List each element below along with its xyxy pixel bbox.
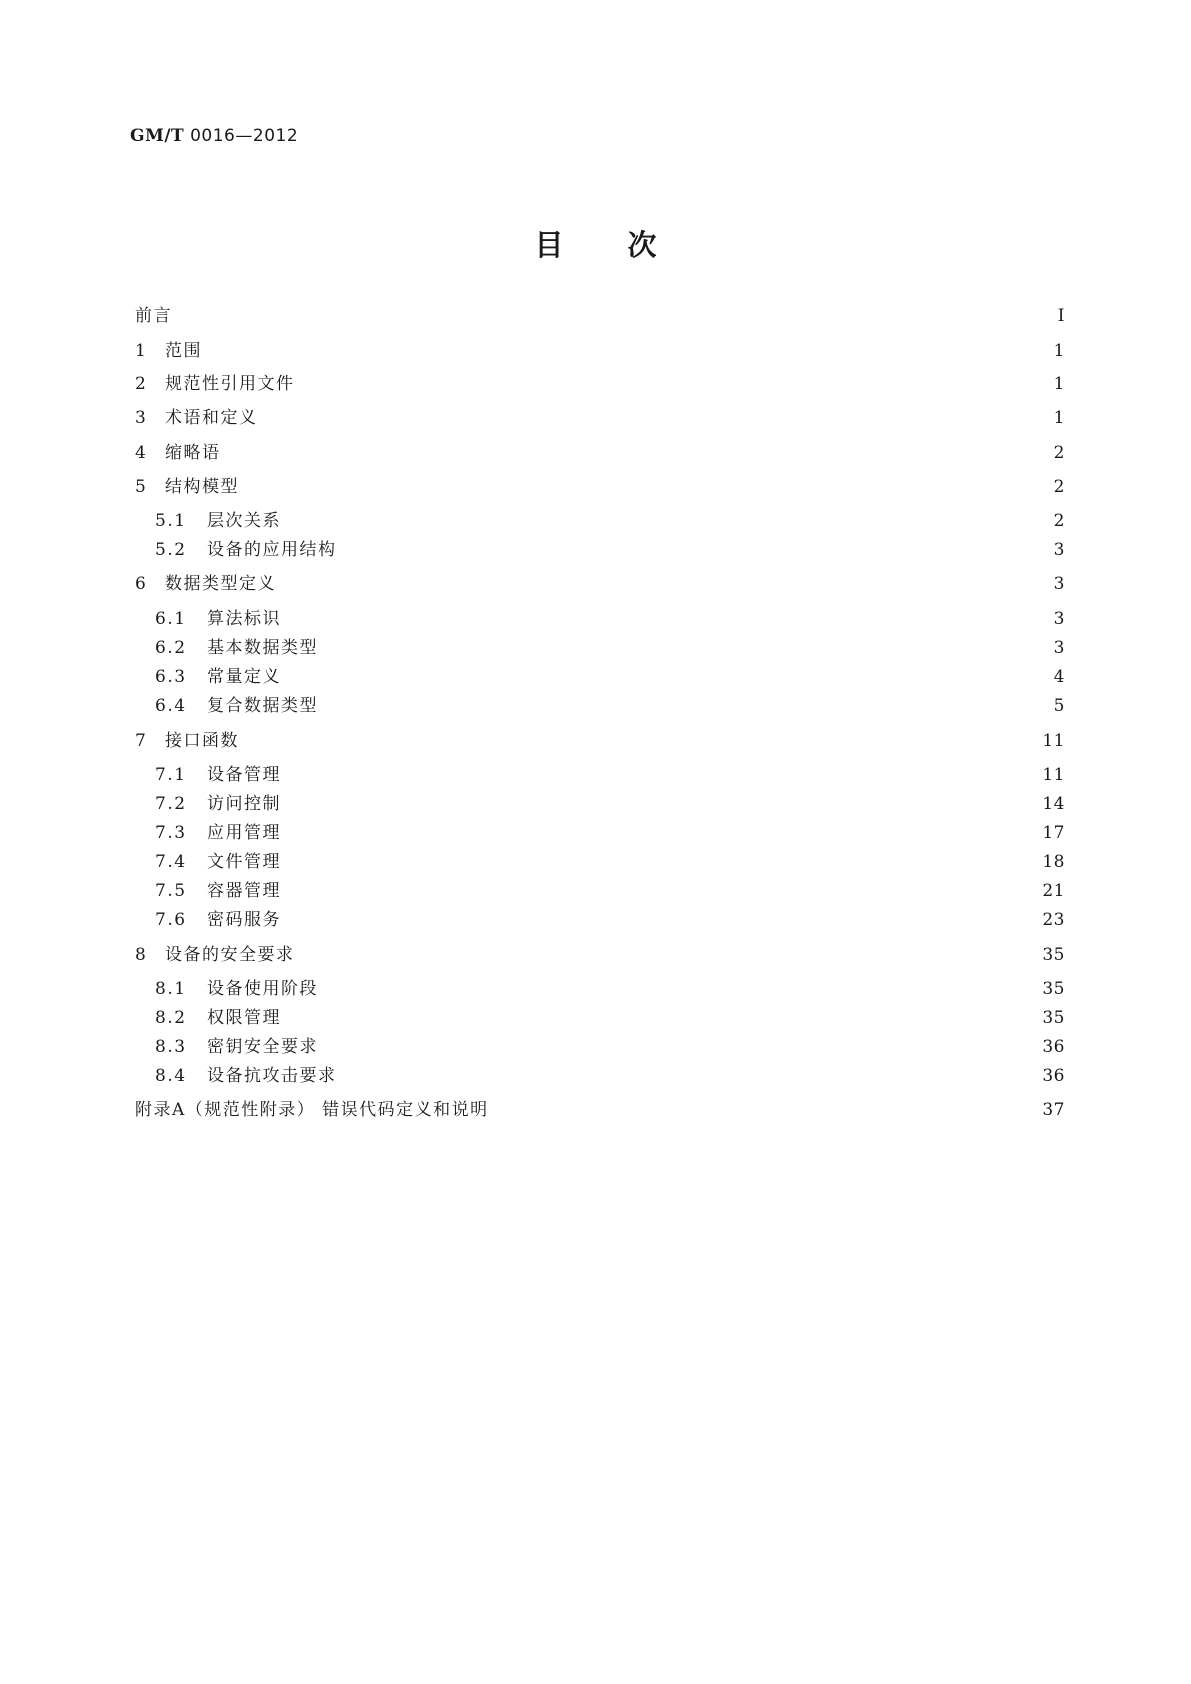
toc-subentry[interactable]	[155, 879, 1065, 903]
toc-entry-number: 7.5	[155, 881, 187, 901]
toc-leader	[245, 729, 1034, 753]
toc-subentry[interactable]	[155, 850, 1065, 874]
toc-leader	[343, 538, 1044, 562]
toc-leader	[245, 475, 1043, 499]
toc-leader	[287, 879, 1034, 903]
toc-leader	[178, 304, 1043, 328]
toc-leader	[227, 441, 1044, 465]
toc-entry-label: 设备的安全要求	[165, 945, 295, 965]
toc-subentry[interactable]	[155, 607, 1065, 631]
toc-entry-page: 1	[1053, 341, 1065, 361]
toc-entry-number: 8.3	[155, 1037, 187, 1057]
toc-subentry[interactable]	[155, 1006, 1065, 1030]
toc-entry[interactable]	[135, 475, 1065, 499]
toc-entry-number: 7.3	[155, 823, 187, 843]
toc-entry-page: 3	[1053, 609, 1065, 629]
toc-entry-number: 6.2	[155, 638, 187, 658]
toc-entry-label: 规范性引用文件	[165, 374, 295, 394]
toc-entry-number: 8.1	[155, 979, 187, 999]
toc-entry-label: 密码服务	[207, 910, 281, 930]
toc-entry-number: 5	[135, 477, 148, 497]
toc-title	[0, 223, 1191, 264]
toc-leader	[343, 1064, 1035, 1088]
toc-entry-page: 1	[1053, 408, 1065, 428]
toc-entry-number: 7.2	[155, 794, 187, 814]
toc-leader	[324, 977, 1034, 1001]
toc-entry-foreword[interactable]	[135, 304, 1065, 328]
toc-entry[interactable]	[135, 572, 1065, 596]
toc-leader	[495, 1098, 1035, 1122]
toc-leader	[287, 821, 1034, 845]
toc-entry-label: 常量定义	[207, 667, 281, 687]
toc-entry-page: 1	[1053, 374, 1065, 394]
toc-entry-page: 14	[1042, 794, 1065, 814]
toc-subentry[interactable]	[155, 821, 1065, 845]
toc-entry-page: 2	[1053, 511, 1065, 531]
toc-leader	[282, 572, 1043, 596]
toc-entry[interactable]	[135, 372, 1065, 396]
toc-entry-label: 附录A（规范性附录） 错误代码定义和说明	[135, 1100, 489, 1120]
toc-entry[interactable]	[135, 339, 1065, 363]
toc-entry-appendix-a[interactable]	[135, 1098, 1065, 1122]
toc-entry-page: 2	[1053, 443, 1065, 463]
document-code-prefix: GM/T	[130, 126, 185, 146]
toc-entry-number: 6.4	[155, 696, 187, 716]
toc-entry-number: 7.6	[155, 910, 187, 930]
toc-entry-number: 7	[135, 731, 148, 751]
toc-entry-label: 数据类型定义	[165, 574, 276, 594]
toc-entry-label: 设备使用阶段	[207, 979, 318, 999]
toc-entry-number: 8	[135, 945, 148, 965]
toc-leader	[287, 850, 1034, 874]
toc-entry-number: 1	[135, 341, 148, 361]
toc-entry-page: 3	[1053, 574, 1065, 594]
toc-entry-label: 应用管理	[207, 823, 281, 843]
toc-entry-number: 3	[135, 408, 148, 428]
toc-entry-page: 21	[1042, 881, 1065, 901]
toc-entry-page: 23	[1042, 910, 1065, 930]
toc-entry-page: 5	[1053, 696, 1065, 716]
toc-entry-number: 4	[135, 443, 148, 463]
toc-subentry[interactable]	[155, 1064, 1065, 1088]
toc-entry[interactable]	[135, 729, 1065, 753]
toc-entry-number: 8.4	[155, 1066, 187, 1086]
toc-leader	[287, 763, 1034, 787]
toc-leader	[287, 665, 1043, 689]
toc-leader	[208, 339, 1043, 363]
toc-subentry[interactable]	[155, 763, 1065, 787]
toc-entry-number: 2	[135, 374, 148, 394]
toc-leader	[287, 607, 1043, 631]
toc-subentry[interactable]	[155, 1035, 1065, 1059]
toc-entry-page: Ⅰ	[1057, 306, 1065, 326]
toc-entry-label: 设备管理	[207, 765, 281, 785]
toc-leader	[287, 792, 1034, 816]
document-code	[130, 126, 298, 146]
toc-entry-page: 18	[1042, 852, 1065, 872]
toc-entry-label: 设备抗攻击要求	[207, 1066, 337, 1086]
toc-entry-number: 5.1	[155, 511, 187, 531]
toc-entry-label: 访问控制	[207, 794, 281, 814]
toc-entry-page: 35	[1042, 979, 1065, 999]
toc-entry-number: 7.4	[155, 852, 187, 872]
toc-leader	[324, 636, 1043, 660]
toc-entry-page: 37	[1042, 1100, 1065, 1120]
toc-entry-label: 范围	[165, 341, 202, 361]
toc-entry-number: 8.2	[155, 1008, 187, 1028]
toc-leader	[287, 1006, 1034, 1030]
document-code-number: 0016—2012	[190, 126, 299, 146]
toc-entry-number: 6.1	[155, 609, 187, 629]
toc-entry-number: 6.3	[155, 667, 187, 687]
toc-entry-number: 7.1	[155, 765, 187, 785]
toc-leader	[324, 694, 1043, 718]
toc-entry-page: 3	[1053, 540, 1065, 560]
toc-entry-number: 5.2	[155, 540, 187, 560]
toc-leader	[301, 372, 1044, 396]
toc-leader	[287, 908, 1034, 932]
toc-entry-label: 权限管理	[207, 1008, 281, 1028]
toc-leader	[264, 406, 1044, 430]
toc-title-char-1: 目	[534, 228, 564, 262]
toc-entry-page: 35	[1042, 945, 1065, 965]
toc-entry-page: 11	[1042, 765, 1065, 785]
toc-entry-page: 11	[1042, 731, 1065, 751]
toc-entry-number: 6	[135, 574, 148, 594]
toc-entry-label: 复合数据类型	[207, 696, 318, 716]
toc-entry-page: 35	[1042, 1008, 1065, 1028]
toc-subentry[interactable]	[155, 977, 1065, 1001]
toc-entry-label: 前言	[135, 306, 172, 326]
toc-title-char-2: 次	[627, 228, 657, 262]
toc-subentry[interactable]	[155, 792, 1065, 816]
toc-entry-page: 36	[1042, 1037, 1065, 1057]
toc-entry-page: 36	[1042, 1066, 1065, 1086]
toc-entry-label: 算法标识	[207, 609, 281, 629]
toc-entry-label: 层次关系	[207, 511, 281, 531]
toc-entry-page: 2	[1053, 477, 1065, 497]
toc-leader	[301, 943, 1035, 967]
toc-entry[interactable]	[135, 406, 1065, 430]
toc-entry-label: 术语和定义	[165, 408, 258, 428]
toc-entry[interactable]	[135, 943, 1065, 967]
toc-entry-label: 密钥安全要求	[207, 1037, 318, 1057]
toc-subentry[interactable]	[155, 665, 1065, 689]
toc-subentry[interactable]	[155, 694, 1065, 718]
toc-subentry[interactable]	[155, 538, 1065, 562]
toc-entry-label: 结构模型	[165, 477, 239, 497]
toc-entry-label: 基本数据类型	[207, 638, 318, 658]
toc-leader	[287, 509, 1043, 533]
toc-entry-label: 容器管理	[207, 881, 281, 901]
toc-entry[interactable]	[135, 441, 1065, 465]
toc-entry-label: 设备的应用结构	[207, 540, 337, 560]
toc-entry-page: 3	[1053, 638, 1065, 658]
toc-entry-label: 接口函数	[165, 731, 239, 751]
toc-entry-page: 17	[1042, 823, 1065, 843]
toc-subentry[interactable]	[155, 509, 1065, 533]
toc-subentry[interactable]	[155, 908, 1065, 932]
toc-subentry[interactable]	[155, 636, 1065, 660]
toc-entry-label: 缩略语	[165, 443, 221, 463]
toc-leader	[324, 1035, 1034, 1059]
toc-entry-label: 文件管理	[207, 852, 281, 872]
toc-entry-page: 4	[1053, 667, 1065, 687]
